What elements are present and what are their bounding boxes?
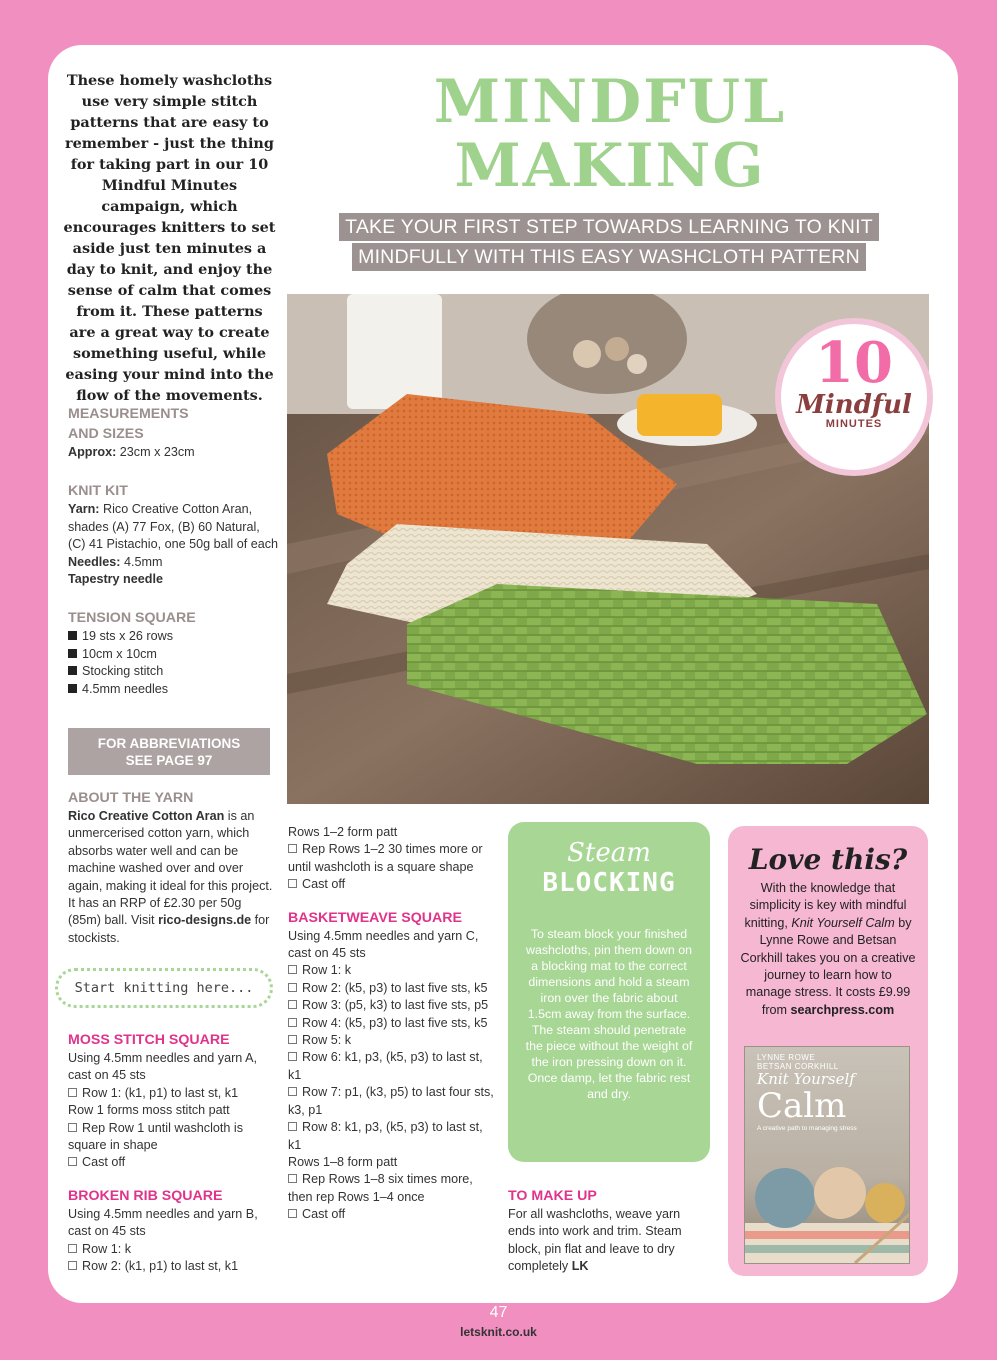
row-checkbox[interactable]: Cast off xyxy=(68,1154,278,1171)
moss-stitch-section: MOSS STITCH SQUARE Using 4.5mm needles and yarn A, cast on 45 sts Row 1: (k1, p1) to last st, k1 Row 1 forms moss stitch patt Rep Row 1 until washcloth is square in shape Cast off BROKEN RIB SQUARE Using 4.5mm needles and yarn B, cast on 45 sts Row 1: k Row 2: (k1, p1) to last st, k1 xyxy=(68,1030,278,1275)
checkbox-icon xyxy=(288,965,297,974)
about-yarn-heading: ABOUT THE YARN xyxy=(68,790,194,806)
searchpress-link[interactable]: searchpress.com xyxy=(790,1002,895,1017)
row-checkbox[interactable]: Rep Rows 1–8 six times more, then rep Rows 1–4 once xyxy=(288,1172,473,1204)
checkbox-icon xyxy=(288,844,297,853)
broken-rib-heading: BROKEN RIB SQUARE xyxy=(68,1187,223,1204)
row-checkbox[interactable]: Rep Rows 1–2 30 times more or until washcloth is a square shape xyxy=(288,842,483,874)
row-checkbox[interactable]: Row 1: k xyxy=(68,1241,278,1258)
tension-item: 4.5mm needles xyxy=(68,681,280,698)
tension-list xyxy=(68,628,280,698)
checkbox-icon xyxy=(288,879,297,888)
row-checkbox[interactable]: Row 2: (k5, p3) to last five sts, k5 xyxy=(288,980,494,997)
row-checkbox[interactable]: Row 6: k1, p3, (k5, p3) to last st, k1 xyxy=(288,1050,483,1082)
start-knitting-label: Start knitting here... xyxy=(55,968,273,1008)
row-checkbox[interactable]: Rep Row 1 until washcloth is square in shape xyxy=(68,1120,243,1153)
tension-item: 10cm x 10cm xyxy=(68,646,280,663)
mindful-minutes-badge: 10 Mindful MINUTES xyxy=(775,318,933,476)
row-checkbox[interactable]: Row 5: k xyxy=(288,1032,494,1049)
make-up-section: TO MAKE UP For all washcloths, weave yarn ends into work and trim. Steam block, pin flat and leave to dry completely LK xyxy=(508,1186,708,1276)
checkbox-icon xyxy=(68,1088,77,1097)
checkbox-icon xyxy=(288,1000,297,1009)
measurements-heading: MEASUREMENTS AND SIZES xyxy=(68,406,189,442)
abbreviations-box: FOR ABBREVIATIONS SEE PAGE 97 xyxy=(68,728,270,775)
tapestry-info: Tapestry needle xyxy=(68,572,163,587)
make-up-heading: TO MAKE UP xyxy=(508,1188,597,1204)
checkbox-icon xyxy=(68,1261,77,1270)
row-checkbox[interactable]: Row 1: k xyxy=(288,962,494,979)
row-checkbox[interactable]: Row 1: (k1, p1) to last st, k1 xyxy=(68,1085,278,1102)
site-url[interactable]: letsknit.co.uk xyxy=(460,1325,537,1339)
checkbox-icon xyxy=(288,1018,297,1027)
book-cover: LYNNE ROWE BETSAN CORKHILL Knit Yourself Calm A creative path to managing stress xyxy=(744,1046,910,1264)
checkbox-icon xyxy=(288,1052,297,1061)
moss-heading: MOSS STITCH SQUARE xyxy=(68,1032,230,1048)
yarn-info: Yarn: Rico Creative Cotton Aran, shades (A) 77 Fox, (B) 60 Natural, (C) 41 Pistachio, one 50g ball of each xyxy=(68,502,279,552)
page-subtitle: TAKE YOUR FIRST STEP TOWARDS LEARNING TO KNIT MINDFULLY WITH THIS EASY WASHCLOTH PATTERN xyxy=(308,213,910,273)
checkbox-icon xyxy=(288,1035,297,1044)
checkbox-icon xyxy=(68,1244,77,1253)
checkbox-icon xyxy=(68,1123,77,1132)
row-checkbox[interactable]: Row 3: (p5, k3) to last five sts, p5 xyxy=(288,997,494,1014)
page-title: MINDFUL MAKING xyxy=(433,67,787,201)
needles-info: Needles: 4.5mm xyxy=(68,554,163,569)
page-number: 47 xyxy=(489,1304,508,1321)
basketweave-heading: BASKETWEAVE SQUARE xyxy=(288,909,462,926)
checkbox-icon xyxy=(288,1174,297,1183)
about-yarn-text: Rico Creative Cotton Aran is an unmercerised cotton yarn, which absorbs water well and can be machine washed over and over again, making it ideal for this project. It has an RRP of £2.30 per 50g (85m) ball. Visit rico-designs.de for stockists. xyxy=(68,809,273,945)
tension-heading: TENSION SQUARE xyxy=(68,610,196,627)
measurements-value: Approx: 23cm x 23cm xyxy=(68,445,195,459)
row-checkbox[interactable]: Row 2: (k1, p1) to last st, k1 xyxy=(68,1258,278,1275)
row-checkbox[interactable]: Row 4: (k5, p3) to last five sts, k5 xyxy=(288,1015,494,1032)
left-column xyxy=(68,404,280,698)
row-checkbox[interactable]: Row 7: p1, (k3, p5) to last four sts, k3, p1 xyxy=(288,1085,494,1117)
rico-link[interactable]: rico-designs.de xyxy=(158,913,252,928)
checkbox-icon xyxy=(288,1087,297,1096)
middle-column: Rows 1–2 form patt Rep Rows 1–2 30 times more or until washcloth is a square shape Cast off BASKETWEAVE SQUARE Using 4.5mm needles and yarn C, cast on 45 sts Row 1: k Row 2: (k5, p3) to last five sts, k5 Row 3: (p5, k3) to last five sts, p5 Row 4: (k5, p3) to last five sts, k5 Row 5: k Row 6: k1, p3, (k5, p3) to last st, k1 Row 7: p1, (k3, p5) to last four sts, k3, p1 Row 8: k1, p3, (k5, p3) to last st, k1 Rows 1–8 form patt Rep Rows 1–8 six times more, then rep Rows 1–4 once Cast off xyxy=(288,824,494,1224)
intro-text: These homely washcloths use very simple stitch patterns that are easy to remember - just the thing for taking part in our 10 Mindful Minutes campaign, which encourages knitters to set aside just ten minutes a day to knit, and enjoy the sense of calm that comes from it. These patterns are a great way to create something useful, while easing your mind into the flow of the movements. xyxy=(63,72,276,404)
checkbox-icon xyxy=(68,1157,77,1166)
row-checkbox[interactable]: Cast off xyxy=(288,876,494,893)
love-this-box: Love this? With the knowledge that simplicity is key with mindful knitting, Knit Yourself Calm by Lynne Rowe and Betsan Corkhill takes you on a creative journey to learn how to manage stress. It costs £9.99 from searchpress.com LYNNE ROWE BETSAN CORKHILL Knit Yourself Calm A creative path to managing stress xyxy=(728,826,928,1276)
knit-kit-heading: KNIT KIT xyxy=(68,483,128,500)
about-yarn-section xyxy=(68,788,274,947)
checkbox-icon xyxy=(288,983,297,992)
steam-blocking-box: Steam BLOCKING To steam block your finished washcloths, pin them down on a blocking mat to the correct dimensions and hold a steam iron over the fabric about 1.5cm away from the surface. The steam should penetrate the piece without the weight of the iron pressing down on it. Once damp, let the fabric rest and dry. xyxy=(508,822,710,1162)
tension-item: 19 sts x 26 rows xyxy=(68,628,280,645)
row-checkbox[interactable]: Cast off xyxy=(288,1206,494,1223)
tension-item: Stocking stitch xyxy=(68,663,280,680)
row-checkbox[interactable]: Row 8: k1, p3, (k5, p3) to last st, k1 xyxy=(288,1120,483,1152)
checkbox-icon xyxy=(288,1209,297,1218)
yarn-balls-illustration xyxy=(745,1153,910,1263)
checkbox-icon xyxy=(288,1122,297,1131)
